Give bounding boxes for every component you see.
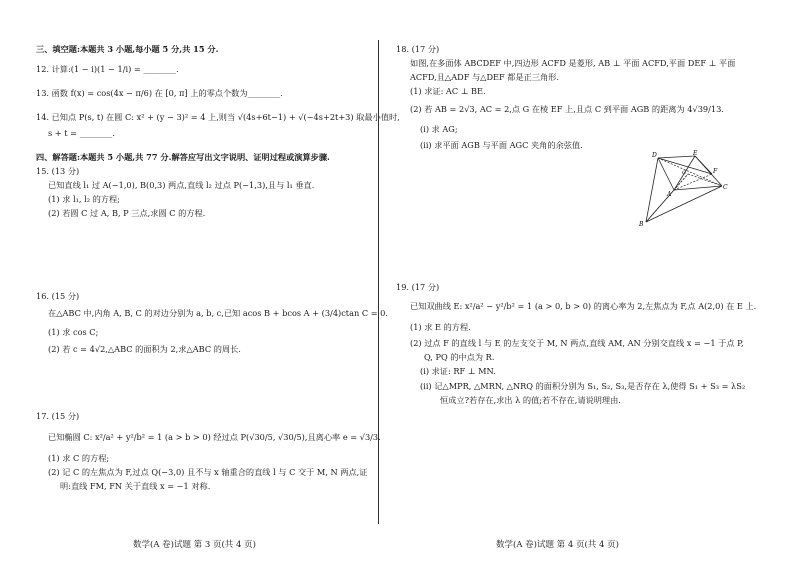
question-19-part2-ii: (ⅱ) 记△MPR, △MRN, △NRQ 的面积分别为 S₁, S₂, S₃,是否存在 λ,使得 S₁ + S₃ = λS₂ (420, 381, 746, 391)
left-page-footer: 数学(A 卷)试题 第 3 页(共 4 页) (133, 540, 256, 550)
question-16-part2: (2) 若 c = 4√2,△ABC 的面积为 2,求△ABC 的周长. (48, 344, 241, 354)
question-14-line2: s + t = ________. (48, 128, 115, 138)
question-15-text: 已知直线 l₁ 过 A(−1,0), B(0,3) 两点,直线 l₂ 过点 P(−1,3),且与 l₁ 垂直. (48, 180, 315, 190)
question-18-part2-ii: (ⅱ) 求平面 AGB 与平面 AGC 夹角的余弦值. (420, 140, 583, 150)
question-16-text: 在△ABC 中,内角 A, B, C 的对边分别为 a, b, c,已知 acos B + bcos A + (3/4)ctan C = 0. (48, 308, 388, 318)
figure-label-d: D (652, 152, 657, 159)
question-18-text1: 如图,在多面体 ABCDEF 中,四边形 ACFD 是菱形, AB ⊥ 平面 ACFD,平面 DEF ⊥ 平面 (410, 58, 736, 68)
question-19-part2-cont: Q, PQ 的中点为 R. (424, 352, 495, 362)
question-18-part1: (1) 求证: AC ⊥ BE. (410, 86, 486, 96)
question-19-part2: (2) 过点 F 的直线 l 与 E 的左支交于 M, N 两点,直线 AM, AN 分别交直线 x = −1 于点 P, (410, 338, 744, 348)
figure-label-f: F (713, 168, 718, 175)
question-19-part1: (1) 求 E 的方程. (410, 322, 471, 332)
question-12: 12. 计算:(1 − i)(1 − 1/i) = ________. (36, 64, 179, 74)
question-18-title: 18. (17 分) (396, 44, 440, 54)
question-17-part2: (2) 记 C 的左焦点为 F,过点 Q(−3,0) 且不与 x 轴重合的直线 l 与 C 交于 M, N 两点,证 (48, 467, 368, 477)
right-page-footer: 数学(A 卷)试题 第 4 页(共 4 页) (496, 540, 619, 550)
question-14-line1: 14. 已知点 P(s, t) 在圆 C: x² + (y − 3)² = 4 上,则当 √(4s+6t−1) + √(−4s+2t+3) 取最小值时, (36, 112, 400, 122)
figure-label-b: B (639, 221, 644, 228)
figure-label-g: G (682, 170, 686, 176)
question-16-part1: (1) 求 cos C; (48, 327, 99, 337)
question-17-text: 已知椭圆 C: x²/a² + y²/b² = 1 (a > b > 0) 经过点 P(√30/5, √30/5),且离心率 e = √3/3. (48, 432, 381, 442)
question-19-title: 19. (17 分) (396, 282, 440, 292)
section4-heading: 四、解答题:本题共 5 小题,共 77 分.解答应写出文字说明、证明过程或演算步骤. (36, 152, 330, 162)
question-18-part2: (2) 若 AB = 2√3, AC = 2,点 G 在棱 EF 上,且点 C 到平面 AGB 的距离为 4√39/13. (410, 104, 724, 114)
question-18-text2: ACFD,且△ADF 与△DEF 都是正三角形. (410, 72, 560, 82)
question-17-title: 17. (15 分) (36, 411, 80, 421)
question-15-title: 15. (13 分) (36, 166, 80, 176)
question-13: 13. 函数 f(x) = cos(4x − π/6) 在 [0, π] 上的零点个数为________. (36, 88, 283, 98)
question-16-title: 16. (15 分) (36, 291, 80, 301)
figure-label-a: A (667, 191, 672, 198)
question-17-part1: (1) 求 C 的方程; (48, 453, 110, 463)
question-18-part2-i: (ⅰ) 求 AG; (420, 124, 458, 134)
question-15-part2: (2) 若圆 C 过 A, B, P 三点,求圆 C 的方程. (48, 208, 206, 218)
polyhedron-figure (630, 150, 730, 230)
question-19-part2-ii-cont: 恒成立?若存在,求出 λ 的值;若不存在,请说明理由. (440, 395, 621, 405)
column-divider (378, 40, 379, 524)
question-19-text: 已知双曲线 E: x²/a² − y²/b² = 1 (a > 0, b > 0) 的离心率为 2,左焦点为 F,点 A(2,0) 在 E 上. (410, 301, 757, 311)
section3-heading: 三、填空题:本题共 3 小题,每小题 5 分,共 15 分. (36, 44, 219, 54)
figure-label-e: E (693, 150, 698, 157)
question-17-part2-cont: 明:直线 FM, FN 关于直线 x = −1 对称. (60, 481, 211, 491)
question-19-part2-i: (ⅰ) 求证: RF ⊥ MN. (420, 366, 496, 376)
figure-label-c: C (723, 184, 728, 191)
question-15-part1: (1) 求 l₁, l₂ 的方程; (48, 194, 120, 204)
